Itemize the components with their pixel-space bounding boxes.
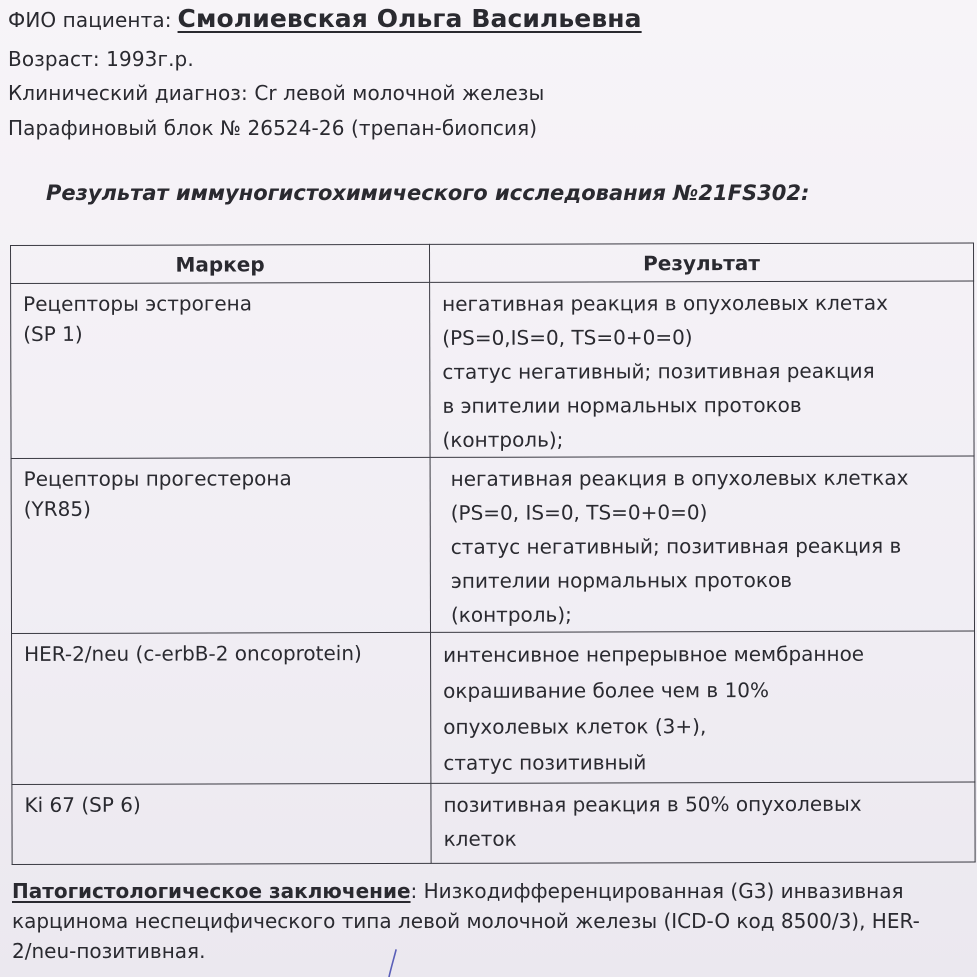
table-row	[12, 782, 975, 865]
result-line: окрашивание более чем в 10%	[443, 678, 770, 703]
patient-name-line	[8, 4, 642, 33]
table-row	[12, 631, 975, 785]
marker-line: (YR85)	[23, 496, 91, 521]
result-line: статус негативный; позитивная реакция в	[450, 533, 902, 559]
result-line: (контроль);	[442, 427, 564, 452]
conclusion-label: Патогистологическое заключение	[12, 879, 411, 903]
result-line: статус негативный; позитивная реакция	[442, 358, 875, 384]
result-line: (PS=0,IS=0, TS=0+0=0)	[442, 325, 693, 350]
marker-cell	[11, 457, 430, 633]
patient-name: Смолиевская Ольга Васильевна	[177, 4, 642, 33]
clinical-diagnosis: Клинический диагноз: Cr левой молочной железы	[8, 81, 545, 105]
table-header-row	[11, 243, 974, 284]
marker-line: HER-2/neu (c-erbB-2 oncoprotein)	[24, 641, 362, 666]
marker-line: Рецепторы эстрогена	[23, 291, 252, 316]
table-row	[11, 456, 974, 634]
conclusion-text: : Низкодифференцированная (G3) инвазивная карцинома неспецифического типа левой молочной железы (ICD-O код 8500/3), HER-2/neu-позитивная.	[12, 879, 920, 963]
result-line: (PS=0, IS=0, TS=0+0=0)	[450, 500, 708, 525]
result-line: интенсивное непрерывное мембранное	[443, 641, 865, 667]
table-row	[11, 281, 974, 459]
marker-line: Рецепторы прогестерона	[23, 466, 292, 491]
result-cell	[431, 631, 975, 783]
result-line: статус позитивный	[443, 750, 647, 775]
ihc-results-table	[10, 242, 976, 865]
result-cell	[430, 281, 974, 457]
result-line: негативная реакция в опухолевых клетках	[450, 465, 909, 491]
result-cell	[430, 456, 974, 632]
marker-cell	[12, 783, 431, 864]
result-cell	[431, 782, 975, 863]
result-line: негативная реакция в опухолевых клетах	[442, 290, 888, 316]
result-line: клеток	[443, 826, 517, 851]
result-line: опухолевых клеток (3+),	[443, 714, 707, 739]
header-result: Результат	[429, 243, 973, 282]
marker-cell	[12, 632, 431, 784]
result-line: в эпителии нормальных протоков	[442, 392, 802, 418]
marker-line: Ki 67 (SP 6)	[24, 792, 141, 817]
result-line: (контроль);	[450, 602, 572, 627]
study-heading: Результат иммуногистохимического исследования №21FS302:	[46, 181, 810, 205]
marker-cell	[11, 282, 430, 458]
patient-age: Возраст: 1993г.р.	[8, 47, 194, 71]
pathology-conclusion	[12, 876, 972, 966]
pen-mark-icon	[386, 948, 400, 977]
result-line: эпителии нормальных протоков	[450, 567, 793, 593]
marker-line: (SP 1)	[23, 321, 83, 346]
paraffin-block: Парафиновый блок № 26524-26 (трепан-биопсия)	[8, 116, 538, 140]
patient-name-label: ФИО пациента:	[8, 8, 172, 32]
result-line: позитивная реакция в 50% опухолевых	[443, 791, 862, 817]
header-marker: Маркер	[11, 244, 430, 283]
